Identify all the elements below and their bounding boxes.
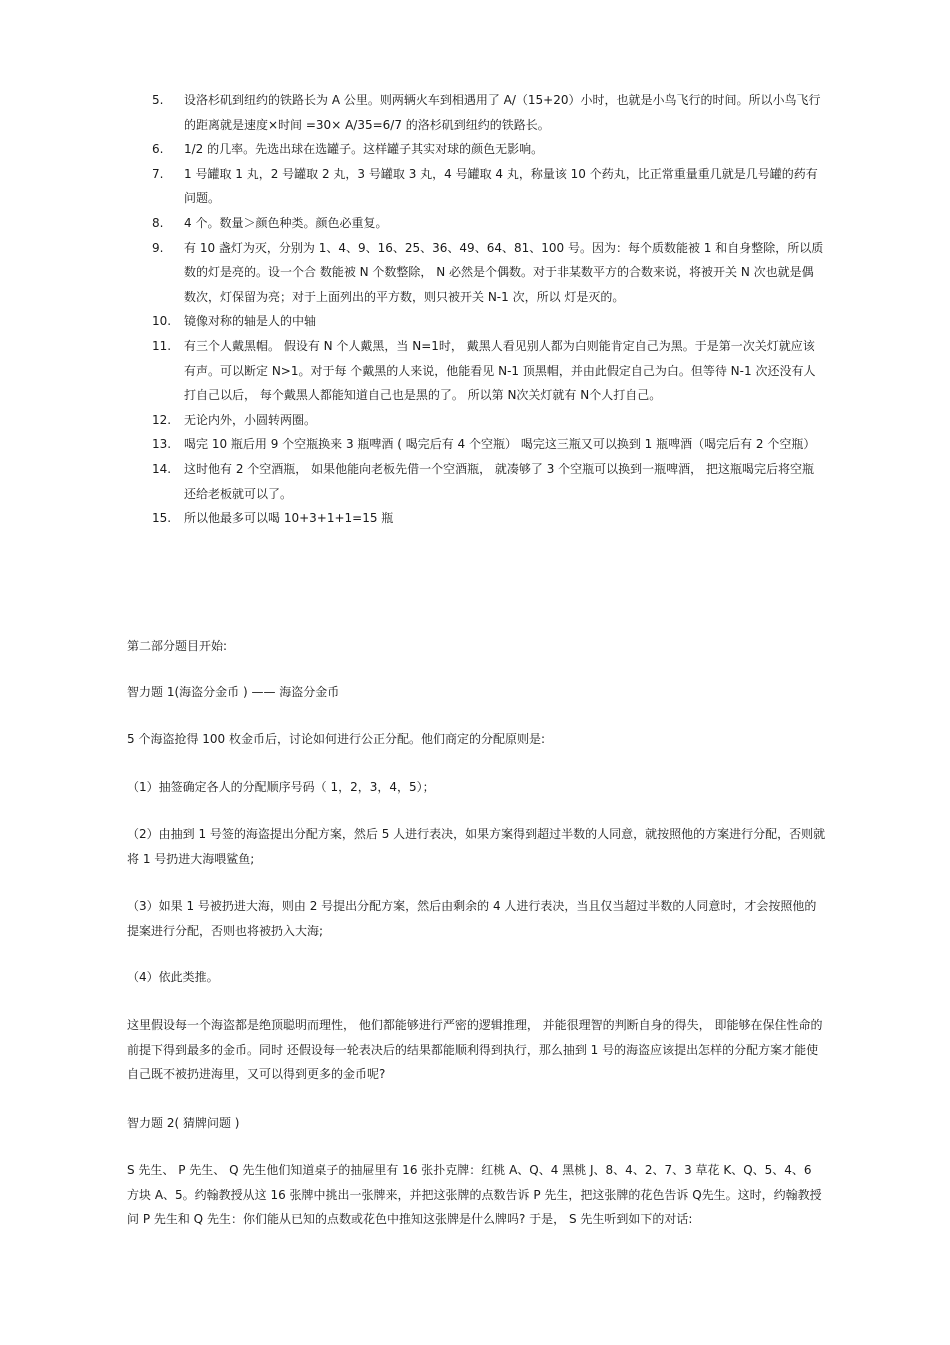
item-number: 6. bbox=[152, 142, 164, 157]
item-number: 10. bbox=[152, 314, 172, 329]
item-number: 15. bbox=[152, 511, 172, 526]
list-item bbox=[0, 211, 824, 236]
item-text: 设洛杉矶到纽约的铁路长为 A 公里。则两辆火车到相遇用了 A/（15+20）小时，也就是小鸟飞行的时间。所以小鸟飞行的距离就是速度×时间 =30× A/35=6/7 的洛杉矶到纽约的铁路长。 bbox=[184, 93, 821, 132]
list-item bbox=[0, 236, 824, 310]
puzzle1-rule-3: （3）如果 1 号被扔进大海，则由 2 号提出分配方案，然后由剩余的 4 人进行表决，当且仅当超过半数的人同意时，才会按照他的提案进行分配，否则也将被扔入大海; bbox=[127, 899, 817, 938]
item-text: 无论内外，小圆转两圈。 bbox=[184, 412, 317, 427]
list-item bbox=[0, 162, 824, 211]
puzzle1-rule-2: （2）由抽到 1 号签的海盗提出分配方案，然后 5 人进行表决，如果方案得到超过半数的人同意，就按照他的方案进行分配，否则就将 1 号扔进大海喂鲨鱼; bbox=[127, 827, 826, 866]
item-number: 9. bbox=[152, 240, 164, 255]
item-number: 5. bbox=[152, 93, 164, 107]
item-number: 7. bbox=[152, 166, 164, 181]
list-item bbox=[0, 88, 824, 137]
answer-list bbox=[0, 88, 950, 531]
list-item bbox=[0, 334, 824, 408]
item-text: 所以他最多可以喝 10+3+1+1=15 瓶 bbox=[184, 511, 394, 526]
puzzle1-rule-4: （4）依此类推。 bbox=[127, 970, 219, 984]
item-number: 8. bbox=[152, 215, 164, 230]
item-text: 镜像对称的轴是人的中轴 bbox=[184, 314, 317, 329]
item-text: 这时他有 2 个空酒瓶， 如果他能向老板先借一个空酒瓶， 就凑够了 3 个空瓶可以换到一瓶啤酒， 把这瓶喝完后将空瓶还给老板就可以了。 bbox=[184, 461, 814, 501]
item-number: 11. bbox=[152, 338, 172, 353]
puzzle1-question: 这里假设每一个海盗都是绝顶聪明而理性， 他们都能够进行严密的逻辑推理， 并能很理智的判断自身的得失， 即能够在保住性命的前提下得到最多的金币。同时 还假设每一轮表决后的结果都能顺利得到执行，那么抽到 1 号的海盗应该提出怎样的分配方案才能使自己既不被扔进海里，又可以得到更多的金币呢? bbox=[127, 1018, 823, 1082]
item-number: 12. bbox=[152, 412, 172, 427]
puzzle2-title: 智力题 2( 猜牌问题 ) bbox=[127, 1116, 240, 1130]
list-item bbox=[0, 457, 824, 506]
item-number: 14. bbox=[152, 461, 172, 476]
list-item bbox=[0, 408, 824, 433]
item-text: 喝完 10 瓶后用 9 个空瓶换来 3 瓶啤酒 ( 喝完后有 4 个空瓶） 喝完这三瓶又可以换到 1 瓶啤酒（喝完后有 2 个空瓶） bbox=[184, 437, 816, 452]
list-item bbox=[0, 506, 824, 531]
item-text: 有三个人戴黑帽。 假设有 N 个人戴黑，当 N=1时， 戴黑人看见别人都为白则能肯定自己为黑。于是第一次关灯就应该有声。可以断定 N>1。对于每 个戴黑的人来说，他能看见 N-1 顶黑帽，并由此假定自己为白。但等待 N-1 次还没有人打自己以后， 每个戴黑人都能知道自己也是黑的了。 所以第 N次关灯就有 N个人打自己。 bbox=[184, 338, 816, 403]
item-number: 13. bbox=[152, 437, 172, 452]
list-item bbox=[0, 309, 824, 334]
item-text: 4 个。数量＞颜色种类。颜色必重复。 bbox=[184, 215, 388, 230]
item-text: 1 号罐取 1 丸，2 号罐取 2 丸，3 号罐取 3 丸，4 号罐取 4 丸，称量该 10 个药丸，比正常重量重几就是几号罐的药有问题。 bbox=[184, 166, 818, 206]
item-text: 1/2 的几率。先选出球在选罐子。这样罐子其实对球的颜色无影响。 bbox=[184, 142, 544, 157]
puzzle2-text: S 先生、 P 先生、 Q 先生他们知道桌子的抽屉里有 16 张扑克牌：红桃 A、Q、4 黑桃 J、8、4、2、7、3 草花 K、Q、5、4、6 方块 A、5。约翰教授从这 16 张牌中挑出一张牌来，并把这张牌的点数告诉 P 先生，把这张牌的花色告诉 Q先生。这时，约翰教授问 P 先生和 Q 先生：你们能从已知的点数或花色中推知这张牌是什么牌吗? 于是， S 先生听到如下的对话: bbox=[127, 1163, 822, 1227]
puzzle1-intro: 5 个海盗抢得 100 枚金币后，讨论如何进行公正分配。他们商定的分配原则是: bbox=[127, 732, 546, 746]
list-item bbox=[0, 137, 824, 162]
puzzle1-title: 智力题 1(海盗分金币 ) —— 海盗分金币 bbox=[127, 685, 340, 699]
list-item bbox=[0, 432, 824, 457]
part2-heading: 第二部分题目开始: bbox=[127, 639, 228, 653]
item-text: 有 10 盏灯为灭，分别为 1、4、9、16、25、36、49、64、81、100 号。因为：每个质数能被 1 和自身整除，所以质数的灯是亮的。设一个合 数能被 N 个数整除， N 必然是个偶数。对于非某数平方的合数来说，将被开关 N 次也就是偶数次，灯保留为亮；对于上面列出的平方数，则只被开关 N-1 次，所以 灯是灭的。 bbox=[184, 240, 824, 304]
puzzle1-rule-1: （1）抽签确定各人的分配顺序号码（ 1，2，3，4，5）； bbox=[127, 780, 435, 794]
